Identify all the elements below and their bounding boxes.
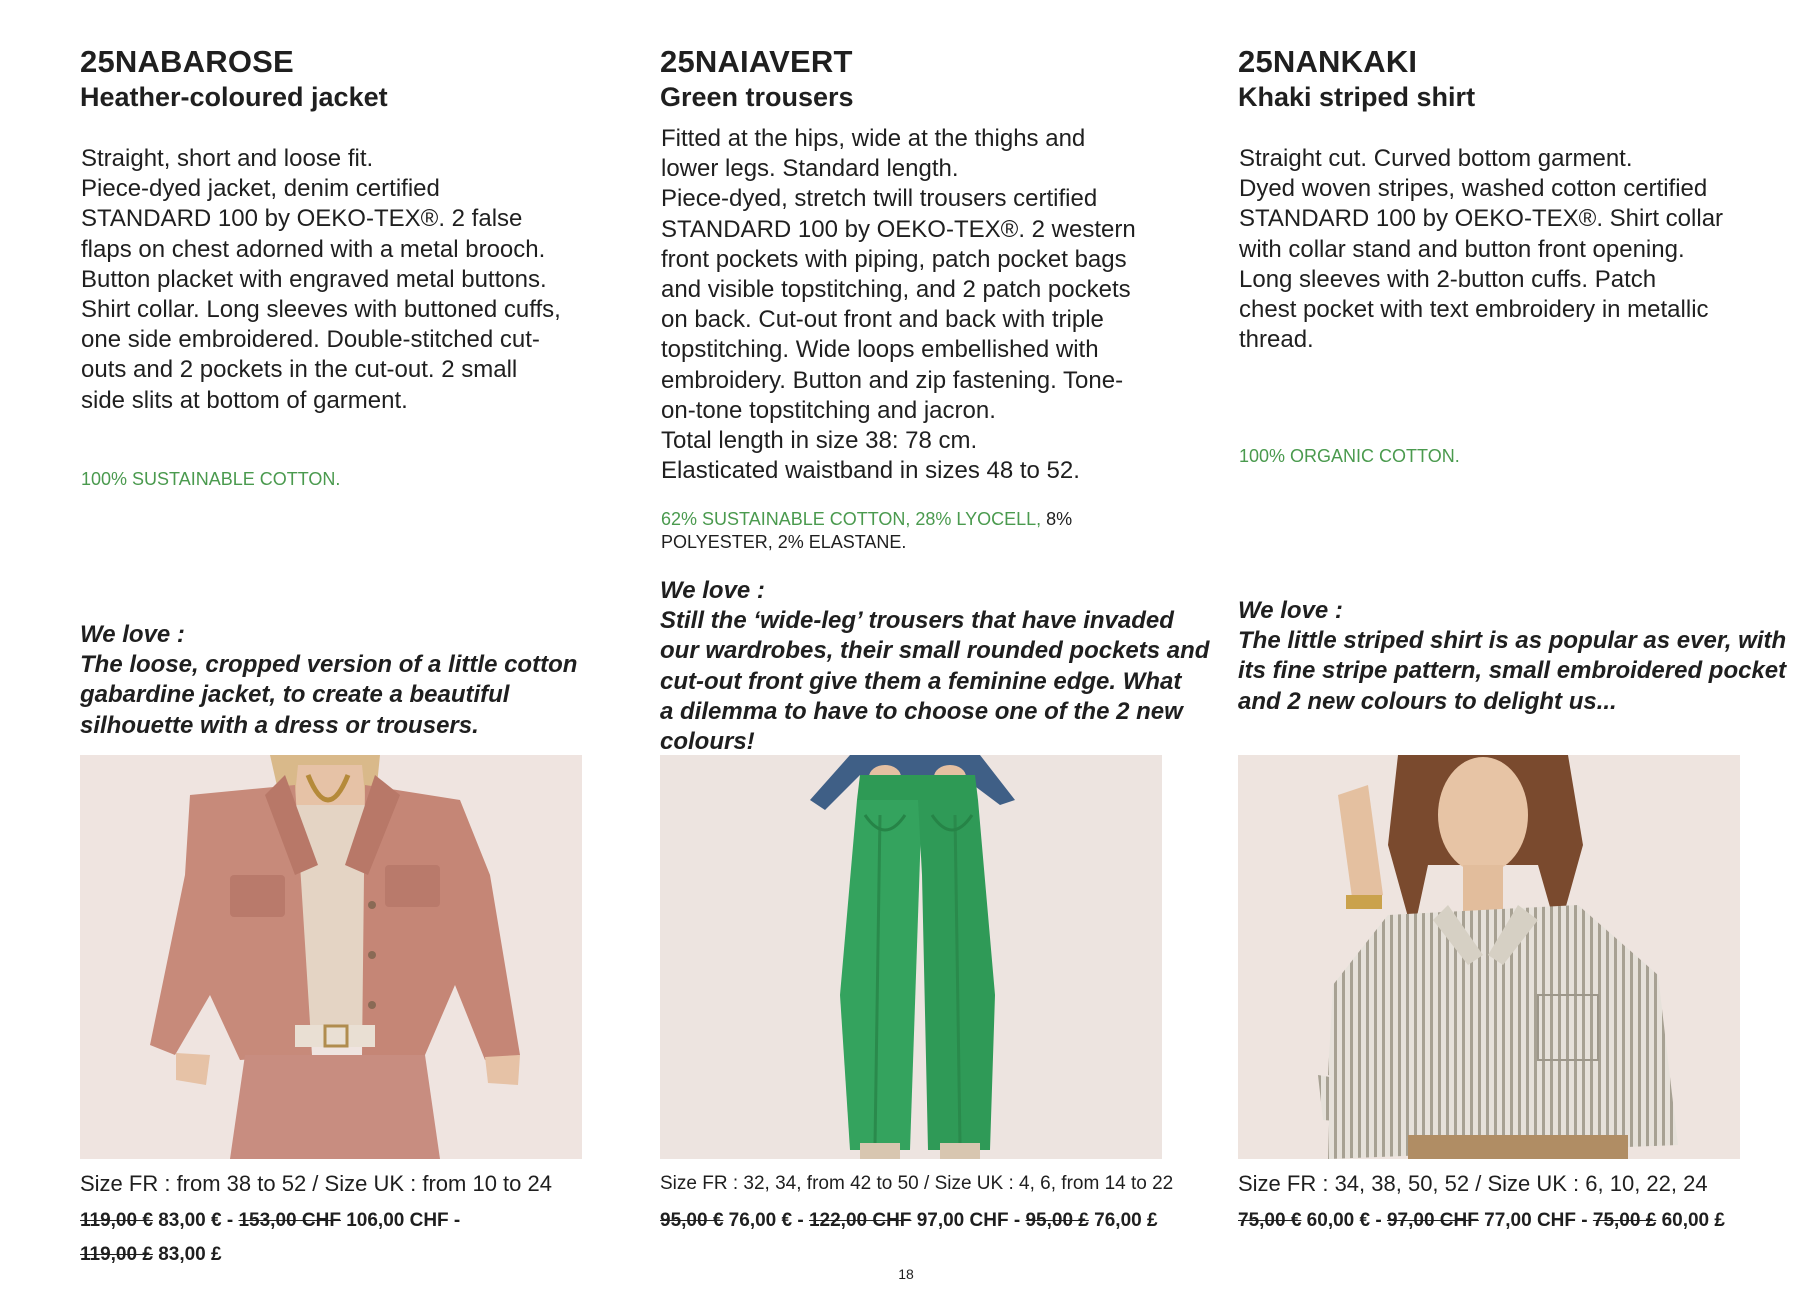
description-line: Straight, short and loose fit.	[81, 145, 374, 172]
price-line	[660, 1204, 1158, 1238]
description-line: outs and 2 pockets in the cut-out. 2 small	[81, 356, 518, 384]
description-line: Straight cut. Curved bottom garment.	[1239, 145, 1633, 172]
price-line	[80, 1204, 460, 1238]
product-composition	[661, 508, 1072, 554]
product-title: Heather-coloured jacket	[80, 82, 388, 112]
description-line: Piece-dyed, stretch twill trousers certified	[661, 185, 1098, 213]
old-price: 119,00 €	[80, 1210, 153, 1231]
description-line: thread.	[1239, 326, 1314, 354]
old-price: 75,00 £	[1592, 1210, 1657, 1231]
old-price: 95,00 £	[1025, 1210, 1089, 1231]
we-love-line: gabardine jacket, to create a beautiful	[80, 681, 510, 709]
description-line: STANDARD 100 by OEKO-TEX®. 2 false	[81, 205, 523, 233]
new-price: 83,00 € -	[152, 1210, 239, 1231]
description-line: and visible topstitching, and 2 patch pockets	[661, 276, 1131, 304]
description-line: Long sleeves with 2-button cuffs. Patch	[1239, 265, 1657, 293]
page-number: 18	[898, 1266, 914, 1282]
old-price: 122,00 CHF	[808, 1210, 912, 1231]
we-love-line: a dilemma to have to choose one of the 2 new	[660, 697, 1183, 725]
new-price: 60,00 £	[1656, 1210, 1725, 1231]
product-sizes: Size FR : from 38 to 52 / Size UK : from 10 to 24	[80, 1171, 552, 1196]
we-love-line: colours!	[660, 728, 755, 756]
product-description	[661, 124, 1136, 486]
we-love-heading: We love :	[660, 577, 765, 604]
composition-text: 8%	[1041, 509, 1073, 529]
description-line: Total length in size 38: 78 cm.	[661, 427, 978, 455]
product-card-trousers	[660, 0, 1210, 1300]
price-line	[1238, 1204, 1725, 1238]
description-line: topstitching. Wide loops embellished with	[661, 336, 1099, 364]
description-line: Elasticated waistband in sizes 48 to 52.	[661, 457, 1080, 485]
description-line: flaps on chest adorned with a metal brooch.	[81, 235, 546, 263]
we-love-note	[660, 576, 1209, 757]
description-line: one side embroidered. Double-stitched cut-	[81, 326, 540, 354]
product-composition	[1239, 445, 1460, 468]
composition-text: 100% ORGANIC COTTON.	[1239, 446, 1460, 466]
new-price: 106,00 CHF -	[340, 1210, 461, 1231]
product-title: Khaki striped shirt	[1238, 82, 1476, 112]
product-photo	[1238, 755, 1740, 1159]
new-price: 60,00 € -	[1301, 1210, 1387, 1231]
description-line: Fitted at the hips, wide at the thighs and	[661, 125, 1086, 152]
description-line: embroidery. Button and zip fastening. Tone-	[661, 366, 1124, 394]
new-price: 97,00 CHF -	[911, 1210, 1026, 1231]
new-price: 77,00 CHF -	[1478, 1210, 1593, 1231]
description-line: Piece-dyed jacket, denim certified	[81, 175, 440, 203]
product-photo	[80, 755, 582, 1159]
description-line: Dyed woven stripes, washed cotton certified	[1239, 175, 1708, 203]
product-card-jacket	[80, 0, 590, 1300]
description-line: on-tone topstitching and jacron.	[661, 396, 996, 424]
we-love-line: The little striped shirt is as popular as ever, with	[1238, 627, 1787, 655]
product-description	[1239, 144, 1723, 355]
we-love-line: its fine stripe pattern, small embroidered pocket	[1238, 657, 1787, 685]
product-photo	[660, 755, 1162, 1159]
product-card-shirt	[1238, 0, 1787, 1300]
description-line: on back. Cut-out front and back with triple	[661, 306, 1104, 334]
old-price: 95,00 €	[660, 1210, 724, 1231]
we-love-line: and 2 new colours to delight us...	[1238, 687, 1617, 715]
we-love-note	[80, 620, 577, 741]
product-sizes: Size FR : 34, 38, 50, 52 / Size UK : 6, 10, 22, 24	[1238, 1171, 1708, 1196]
description-line: with collar stand and button front opening.	[1239, 235, 1685, 263]
description-line: Button placket with engraved metal buttons.	[81, 265, 547, 293]
old-price: 119,00 £	[80, 1244, 153, 1265]
we-love-line: cut-out front give them a feminine edge. What	[660, 667, 1182, 695]
composition-text: 100% SUSTAINABLE COTTON.	[81, 469, 341, 489]
product-reference: 25NANKAKI	[1238, 44, 1418, 79]
product-prices	[1238, 1204, 1725, 1238]
old-price: 75,00 €	[1238, 1210, 1302, 1231]
composition-line: POLYESTER, 2% ELASTANE.	[661, 532, 907, 552]
we-love-heading: We love :	[80, 621, 185, 648]
description-line: chest pocket with text embroidery in metallic	[1239, 296, 1709, 324]
description-line: STANDARD 100 by OEKO-TEX®. Shirt collar	[1239, 205, 1724, 233]
new-price: 76,00 £	[1088, 1210, 1158, 1231]
product-title: Green trousers	[660, 82, 854, 112]
product-reference: 25NAIAVERT	[660, 44, 853, 79]
old-price: 97,00 CHF	[1386, 1210, 1479, 1231]
we-love-line: The loose, cropped version of a little cotton	[80, 651, 578, 679]
description-line: STANDARD 100 by OEKO-TEX®. 2 western	[661, 215, 1136, 243]
composition-line	[661, 508, 1072, 531]
description-line: front pockets with piping, patch pocket bags	[661, 245, 1127, 273]
product-description	[81, 144, 561, 416]
product-composition	[81, 468, 340, 491]
description-line: Shirt collar. Long sleeves with buttoned cuffs,	[81, 296, 561, 324]
description-line: side slits at bottom of garment.	[81, 386, 408, 414]
description-line: lower legs. Standard length.	[661, 155, 959, 183]
we-love-note	[1238, 596, 1786, 717]
old-price: 153,00 CHF	[238, 1210, 341, 1231]
product-prices	[660, 1204, 1158, 1238]
we-love-heading: We love :	[1238, 597, 1343, 624]
new-price: 83,00 £	[152, 1244, 222, 1265]
product-sizes: Size FR : 32, 34, from 42 to 50 / Size UK : 4, 6, from 14 to 22	[660, 1173, 1174, 1194]
new-price: 76,00 € -	[723, 1210, 809, 1231]
we-love-line: our wardrobes, their small rounded pockets and	[660, 637, 1210, 665]
we-love-line: silhouette with a dress or trousers.	[80, 711, 479, 739]
we-love-line: Still the ‘wide-leg’ trousers that have invaded	[660, 607, 1174, 635]
product-reference: 25NABAROSE	[80, 44, 294, 79]
composition-text: 62% SUSTAINABLE COTTON, 28% LYOCELL,	[661, 509, 1042, 529]
product-prices	[80, 1204, 460, 1272]
